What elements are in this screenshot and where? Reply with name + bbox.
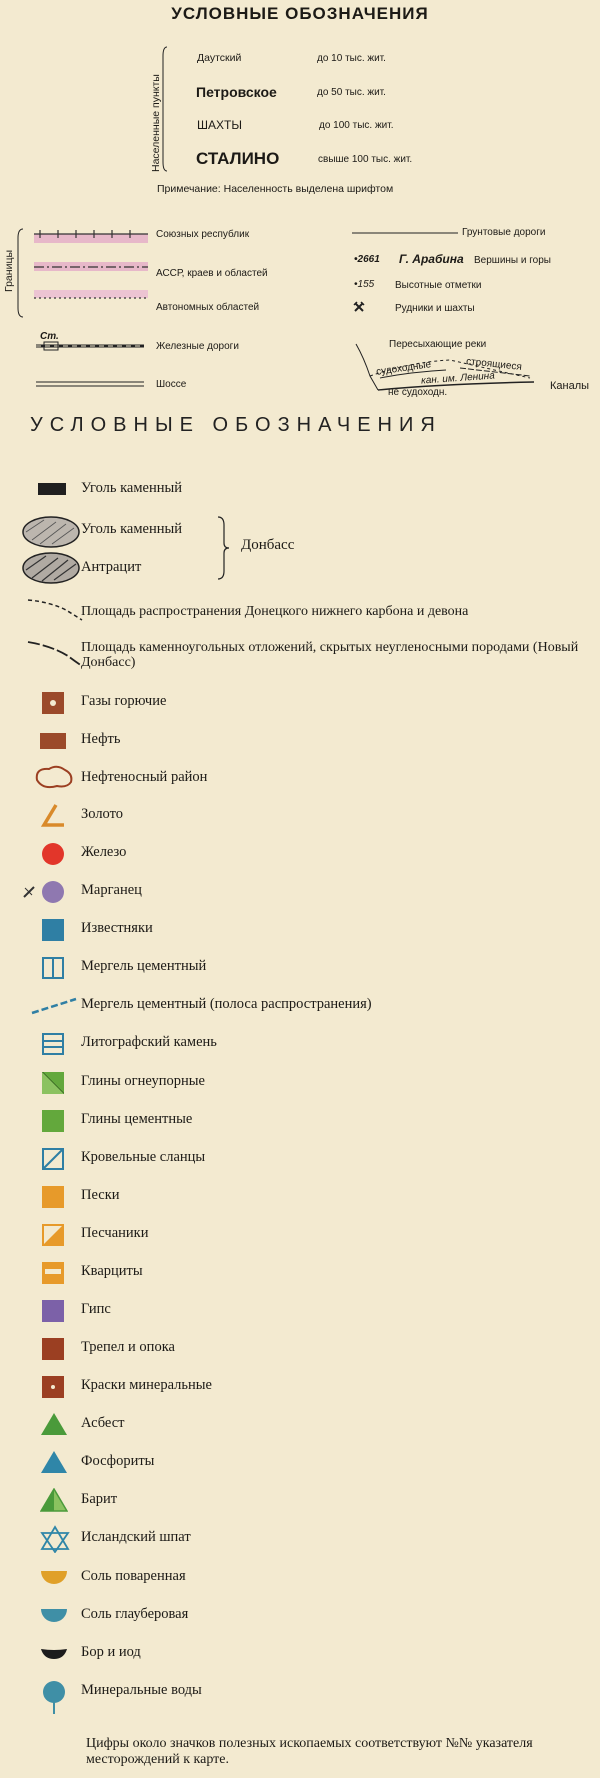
legend-anthracite-label: Антрацит [81, 559, 142, 575]
gas-icon [42, 692, 64, 714]
legend-table-salt-label: Соль поваренная [81, 1568, 186, 1584]
legend-glauber-salt-label: Соль глауберовая [81, 1606, 189, 1622]
legend-gypsum [30, 1296, 590, 1326]
peak-name: Г. Арабина [399, 252, 464, 266]
limestone-icon [42, 919, 64, 941]
settlements-bracket [162, 46, 168, 172]
legend-barite [30, 1486, 590, 1516]
borders-vertical-label: Границы [3, 250, 15, 292]
legend-phosphorite [30, 1448, 590, 1478]
legend-coal-donbass-label: Уголь каменный [81, 521, 183, 537]
legend-roofing-slate-label: Кровельные сланцы [81, 1149, 206, 1165]
settlements-vertical-label: Населенные пункты [150, 74, 162, 172]
legend-tripoli [30, 1334, 590, 1364]
legend-coal-donbass [30, 512, 590, 548]
mineral-paint-icon [42, 1376, 64, 1398]
legend-sandstone-label: Песчаники [81, 1225, 149, 1241]
legend-sands-label: Пески [81, 1187, 120, 1203]
legend-gypsum-label: Гипс [81, 1301, 111, 1317]
settlement-big-city: СТАЛИНО [196, 149, 280, 168]
legend-oil-district [30, 764, 590, 794]
legend-iron-label: Железо [81, 844, 127, 860]
legend-gas-label: Газы горючие [81, 693, 167, 709]
legend-limestone [30, 915, 590, 945]
legend-lithographic-stone-label: Литографский камень [81, 1034, 217, 1050]
railways-label: Железные дороги [156, 341, 239, 352]
legend-oil-district-label: Нефтеносный район [81, 769, 208, 785]
boron-iodine-icon [40, 1647, 68, 1661]
legend-asbestos-label: Асбест [81, 1415, 125, 1431]
quartzite-icon [42, 1262, 64, 1284]
lithographic-stone-icon [42, 1033, 64, 1055]
border-autonomous: Автономных областей [156, 302, 260, 313]
under-construction-label: строящиеся [465, 356, 523, 373]
legend-oil [30, 726, 590, 756]
donbass-label: Донбасс [241, 537, 295, 553]
legend-refractory-clay [30, 1068, 590, 1098]
peak-number: 2661 [357, 254, 380, 265]
legend-quartzite-label: Кварциты [81, 1263, 143, 1279]
donbass-bracket [216, 515, 230, 581]
settlement-town-pop: до 50 тыс. жит. [317, 87, 386, 98]
settlement-city-pop: до 100 тыс. жит. [319, 120, 394, 131]
legend-new-donbass-label: Площадь каменноугольных отложений, скрытых неугленосными породами (Новый Донбасс) [81, 640, 579, 670]
legend-manganese-label: Марганец [81, 882, 142, 898]
gold-icon [40, 803, 66, 829]
legend-sands [30, 1182, 590, 1212]
roofing-slate-icon [42, 1148, 64, 1170]
legend-lithographic-stone [30, 1029, 590, 1059]
legend-tripoli-label: Трепел и опока [81, 1339, 175, 1355]
legend-donets-area-label: Площадь распространения Донецкого нижнего карбона и девона [81, 604, 469, 619]
sandstone-icon [42, 1224, 64, 1246]
manganese-icon [42, 881, 64, 903]
cement-clay-icon [42, 1110, 64, 1132]
cement-marl-icon [42, 957, 64, 979]
borders-bracket [16, 228, 24, 318]
mines-label: Рудники и шахты [395, 303, 475, 314]
legend-phosphorite-label: Фосфориты [81, 1453, 155, 1469]
legend-cement-clay [30, 1106, 590, 1136]
legend-gas [30, 688, 590, 718]
population-note: Примечание: Населенность выделена шрифтом [157, 183, 394, 195]
legend-barite-label: Барит [81, 1491, 118, 1507]
legend-gold [30, 801, 590, 831]
legend-mineral-waters-label: Минеральные воды [81, 1682, 202, 1698]
legend-anthracite [30, 548, 590, 584]
settlement-town: Петровское [196, 84, 277, 100]
height-number-wrap: •155 [354, 279, 375, 290]
coal-icon [38, 483, 66, 495]
tripoli-icon [42, 1338, 64, 1360]
legend-iron [30, 839, 590, 869]
legend-gold-label: Золото [81, 806, 124, 822]
legend-mineral-waters [30, 1677, 590, 1717]
legend-manganese [30, 877, 590, 907]
border-union: Союзных республик [156, 229, 250, 240]
settlement-city: ШАХТЫ [197, 118, 242, 132]
coal-deposit-boundary-icon [26, 638, 84, 668]
legend-asbestos [30, 1410, 590, 1440]
legend-boron-iodine [30, 1639, 590, 1669]
oil-district-icon [33, 764, 75, 792]
settlement-village: Даутский [197, 52, 242, 64]
legend-glauber-salt [30, 1601, 590, 1631]
peaks-label: Вершины и горы [474, 255, 551, 266]
highway-label: Шоссе [156, 379, 187, 390]
canals-label: Каналы [550, 380, 590, 392]
legend-refractory-clay-label: Глины огнеупорные [81, 1073, 205, 1089]
legend-roofing-slate [30, 1144, 590, 1174]
footnote: Цифры около значков полезных ископаемых соответствуют №№ указателя месторождений к карте. [86, 1736, 533, 1767]
heights-label: Высотные отметки [395, 280, 482, 291]
legend-iceland-spar-label: Исландский шпат [81, 1529, 191, 1545]
legend-oil-label: Нефть [81, 731, 121, 747]
border-assr: АССР, краев и областей [156, 268, 268, 279]
road-symbols [34, 340, 146, 390]
barite-icon [40, 1488, 68, 1512]
top-title: УСЛОВНЫЕ ОБОЗНАЧЕНИЯ [171, 4, 429, 23]
height-number: 155 [357, 279, 375, 290]
legend-cement-marl [30, 953, 590, 983]
railway-station-label: Ст. [40, 331, 59, 342]
drying-rivers-label: Пересыхающие реки [389, 339, 487, 350]
asbestos-icon [40, 1412, 68, 1436]
legend-marl-belt [30, 991, 590, 1021]
peak-number-wrap: •2661 [354, 254, 380, 265]
iron-icon [42, 843, 64, 865]
legend-quartzite [30, 1258, 590, 1288]
navigable-label: судоходные [375, 359, 432, 378]
anthracite-area-icon [20, 550, 82, 586]
border-symbols [32, 228, 150, 318]
legend-marl-belt-label: Мергель цементный (полоса распространения) [81, 996, 372, 1012]
legend-table-salt [30, 1563, 590, 1593]
bottom-title: УСЛОВНЫЕ ОБОЗНАЧЕНИЯ [30, 414, 442, 436]
marl-belt-icon [30, 995, 78, 1015]
legend-donets-area [30, 596, 590, 624]
legend-boron-iodine-label: Бор и иод [81, 1644, 141, 1660]
canal-name-label: кан. им. Ленина [420, 370, 496, 387]
legend-coal-label: Уголь каменный [81, 480, 183, 496]
legend-mineral-paint [30, 1372, 590, 1402]
settlement-big-city-pop: свыше 100 тыс. жит. [318, 154, 413, 165]
settlement-village-pop: до 10 тыс. жит. [317, 53, 386, 64]
phosphorite-icon [40, 1450, 68, 1474]
dirt-road-line [350, 226, 460, 240]
oil-icon [40, 733, 66, 749]
pencil-mark-icon [22, 885, 36, 899]
dirt-roads-label: Грунтовые дороги [462, 227, 546, 238]
coal-area-icon [20, 514, 82, 550]
legend-sandstone [30, 1220, 590, 1250]
glauber-salt-icon [40, 1607, 68, 1623]
legend-iceland-spar [30, 1524, 590, 1554]
donets-area-boundary-icon [26, 596, 84, 622]
legend-cement-clay-label: Глины цементные [81, 1111, 193, 1127]
mineral-waters-icon [40, 1680, 68, 1716]
gypsum-icon [42, 1300, 64, 1322]
legend-cement-marl-label: Мергель цементный [81, 958, 207, 974]
sands-icon [42, 1186, 64, 1208]
legend-new-donbass [30, 638, 590, 680]
legend-coal [30, 475, 590, 505]
mine-icon [353, 301, 365, 313]
legend-mineral-paint-label: Краски минеральные [81, 1377, 212, 1393]
not-navigable-label: не судоходн. [388, 387, 448, 398]
table-salt-icon [40, 1569, 68, 1585]
iceland-spar-icon [40, 1525, 70, 1553]
legend-limestone-label: Известняки [81, 920, 153, 936]
refractory-clay-icon [42, 1072, 64, 1094]
